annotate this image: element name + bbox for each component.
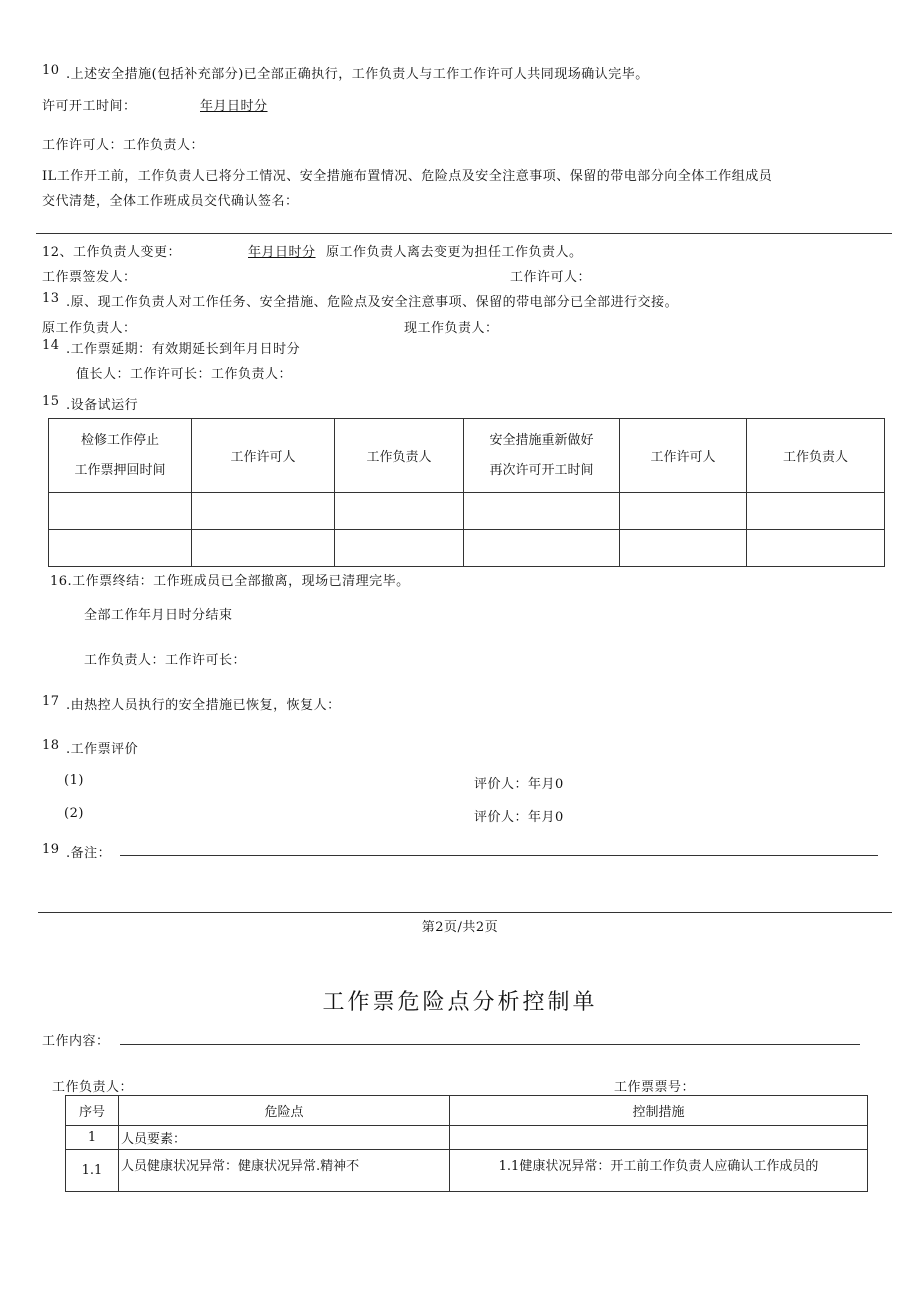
section-10-text: .上述安全措施(包括补充部分)已全部正确执行，工作负责人与工作工作许可人共同现场确认完毕。 <box>66 67 649 82</box>
row-control: 1.1健康状况异常：开工前工作负责人应确认工作成员的 <box>450 1150 868 1192</box>
row-no: 1 <box>66 1126 119 1150</box>
header-stop-time <box>49 419 192 493</box>
table-row <box>49 493 885 530</box>
footer-divider <box>38 912 892 913</box>
header-leader-1: 工作负责人 <box>335 419 464 493</box>
section-16-signatures: 工作负责人：工作许可长： <box>84 653 247 668</box>
table-cell[interactable] <box>49 493 192 530</box>
section-14-text: .工作票延期：有效期延长到年月日时分 <box>66 342 301 357</box>
header-stop-time-line1: 检修工作停止 <box>80 432 159 448</box>
header-stop-time-line2: 工作票押回时间 <box>74 462 166 478</box>
table-row <box>66 1150 868 1192</box>
header-permitter-2: 工作许可人 <box>620 419 747 493</box>
table-row <box>66 1126 868 1150</box>
evaluation-index-2: (2) <box>64 806 84 821</box>
section-10-signatures: 工作许可人：工作负责人： <box>42 138 205 153</box>
header-restart-time-line1: 安全措施重新做好 <box>489 432 594 448</box>
section-17-number: 17 <box>42 694 60 709</box>
table-cell[interactable] <box>464 493 620 530</box>
section-14-number: 14 <box>42 338 60 353</box>
header-leader-2: 工作负责人 <box>747 419 885 493</box>
section-13-number: 13 <box>42 291 60 306</box>
section-19-number: 19 <box>42 842 60 857</box>
section-11-line1: IL工作开工前，工作负责人已将分工情况、安全措施布置情况、危险点及安全注意事项、保留的带电部分向全体工作组成员 <box>42 169 773 184</box>
header-permitter-1: 工作许可人 <box>192 419 335 493</box>
table-cell[interactable] <box>335 530 464 567</box>
hazard-header-row <box>66 1096 868 1126</box>
section-15-text: .设备试运行 <box>66 398 139 413</box>
table-cell[interactable] <box>620 530 747 567</box>
section-17-text: .由热控人员执行的安全措施已恢复，恢复人： <box>66 698 341 713</box>
section-12-label: 12、工作负责人变更： <box>42 245 182 260</box>
table-cell[interactable] <box>192 493 335 530</box>
header-no: 序号 <box>66 1096 119 1126</box>
section-10-number: 10 <box>42 63 60 78</box>
sheet-title: 工作票危险点分析控制单 <box>322 990 598 1015</box>
table-cell[interactable] <box>49 530 192 567</box>
leader-change-time: 年月日时分 <box>248 245 316 260</box>
remarks-line[interactable] <box>120 855 878 856</box>
section-16-text: 16.工作票终结：工作班成员已全部撤离，现场已清理完毕。 <box>50 574 410 589</box>
ticket-issuer-label: 工作票签发人： <box>42 270 137 285</box>
table-cell[interactable] <box>747 530 885 567</box>
section-15-number: 15 <box>42 394 60 409</box>
table-cell[interactable] <box>335 493 464 530</box>
section-12-text: 原工作负责人离去变更为担任工作负责人。 <box>326 245 583 260</box>
page-number: 第2页/共2页 <box>421 920 499 935</box>
table-cell[interactable] <box>192 530 335 567</box>
row-no: 1.1 <box>66 1150 119 1192</box>
table-cell[interactable] <box>620 493 747 530</box>
row-risk: 人员要素： <box>119 1126 450 1150</box>
evaluation-signer-1: 评价人：年月0 <box>474 777 564 792</box>
row-control <box>450 1126 868 1150</box>
header-control: 控制措施 <box>450 1096 868 1126</box>
evaluation-index-1: (1) <box>64 773 84 788</box>
remarks-label: .备注： <box>66 846 112 861</box>
row-risk: 人员健康状况异常：健康状况异常.精神不 <box>119 1150 450 1192</box>
trial-run-header-row <box>49 419 885 493</box>
hazard-table <box>65 1095 868 1192</box>
ticket-number-label: 工作票票号： <box>614 1080 696 1095</box>
old-leader-label: 原工作负责人： <box>42 321 137 336</box>
permit-start-time-label: 许可开工时间： <box>42 99 137 114</box>
section-14-signatures: 值长人：工作许可长：工作负责人： <box>76 367 293 382</box>
table-cell[interactable] <box>747 493 885 530</box>
work-content-label: 工作内容： <box>42 1034 110 1049</box>
work-content-line[interactable] <box>120 1044 860 1045</box>
work-permitter-label: 工作许可人： <box>510 270 592 285</box>
section-13-text: .原、现工作负责人对工作任务、安全措施、危险点及安全注意事项、保留的带电部分已全部进行交接。 <box>66 295 679 310</box>
section-18-number: 18 <box>42 738 60 753</box>
header-restart-time-line2: 再次许可开工时间 <box>489 462 594 478</box>
permit-start-time-value: 年月日时分 <box>200 99 268 114</box>
section-divider <box>36 233 892 234</box>
trial-run-table <box>48 418 885 567</box>
header-risk: 危险点 <box>119 1096 450 1126</box>
table-row <box>49 530 885 567</box>
section-18-text: .工作票评价 <box>66 742 139 757</box>
table-cell[interactable] <box>464 530 620 567</box>
work-leader-label: 工作负责人： <box>52 1080 134 1095</box>
section-16-end: 全部工作年月日时分结束 <box>84 608 233 623</box>
evaluation-signer-2: 评价人：年月0 <box>474 810 564 825</box>
header-restart-time <box>464 419 620 493</box>
section-11-line2: 交代清楚，全体工作班成员交代确认签名： <box>42 194 299 209</box>
new-leader-label: 现工作负责人： <box>404 321 499 336</box>
